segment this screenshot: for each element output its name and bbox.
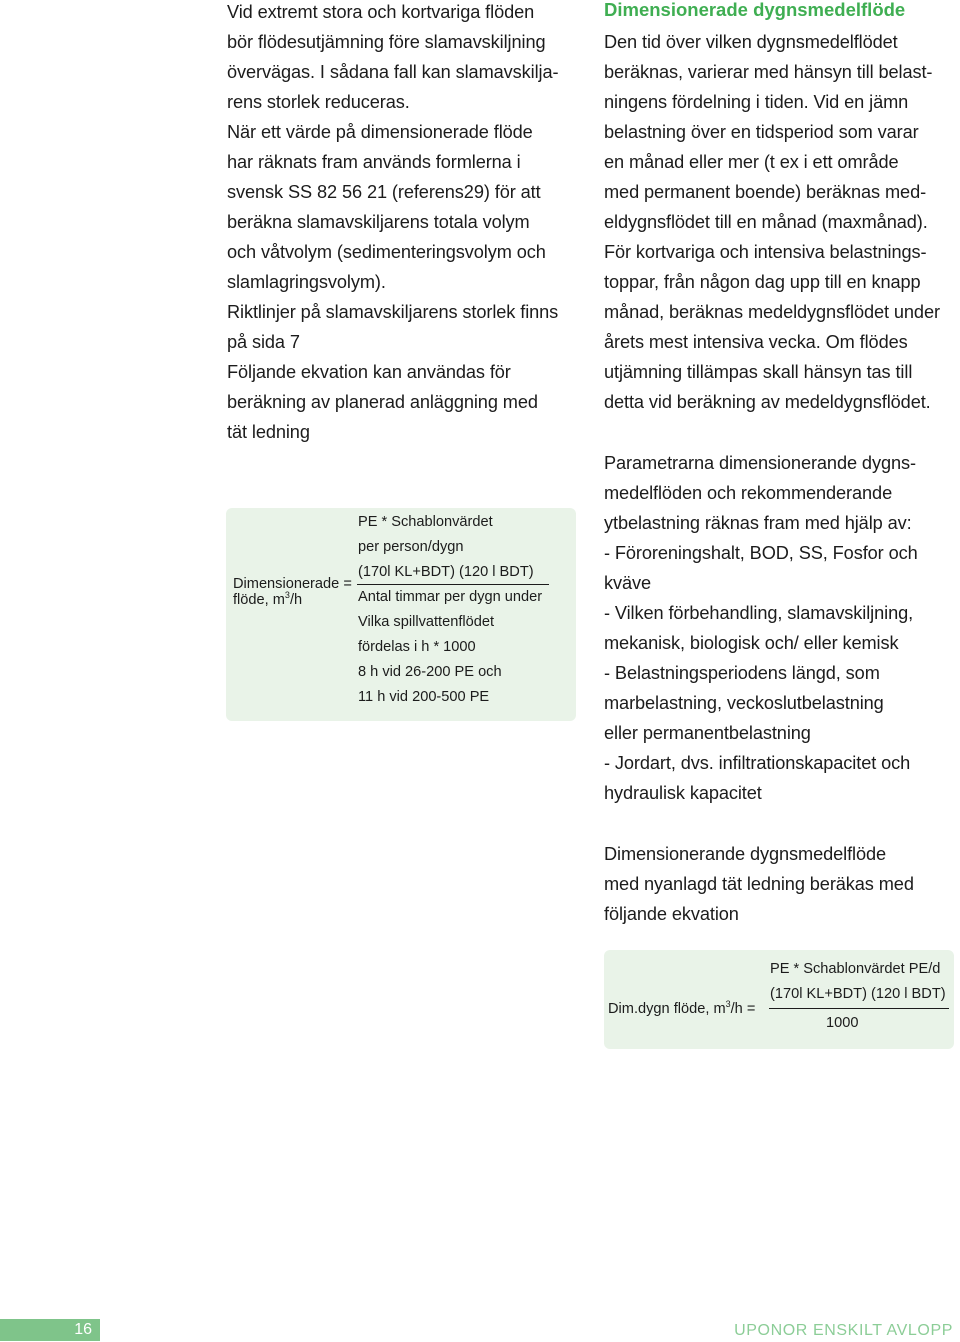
formula-denominator-line: fördelas i h * 1000 <box>358 639 476 655</box>
formula-denominator-line: Antal timmar per dygn under <box>358 589 543 605</box>
formula-denominator-line: 1000 <box>826 1015 859 1031</box>
paragraph-daily-average-flow: Den tid över vilken dygnsmedelflödet beräknas, varierar med hänsyn till belast- ningens fördelning i tiden. Vid en jämn belastning över en tidsperiod som varar en månad eller mer (t ex i ett område med permanent boende) beräknas med- eldygnsflödet till en månad (maxmånad). För kortvariga och intensiva belastnings- toppar, från någon dag upp till en knapp månad, beräknas medeldygnsflödet under årets mest intensiva vecka. Om flödes utjämning tillämpas skall hänsyn tas till detta vid beräkning av medeldygnsflödet. <box>604 32 940 412</box>
paragraph-volume-formulas: När ett värde på dimensionerade flöde har räknats fram används formlerna i svensk SS 82 56 21 (referens29) för att beräkna slamavskiljarens totala volym och våtvolym (sedimenteringsvolym och slamlagringsvolym). <box>227 122 546 292</box>
formula-box-dimensioned-flow <box>226 508 576 721</box>
page-number-bar <box>0 1319 100 1341</box>
paragraph-equation-intro: Följande ekvation kan användas för beräkning av planerad anläggning med tät ledning <box>227 362 538 442</box>
paragraph-flow-equalization: Vid extremt stora och kortvariga flöden bör flödesutjämning före slamavskiljning övervägas. I sådana fall kan slamavskilja- rens storlek reduceras. <box>227 2 559 112</box>
footer-brand: UPONOR ENSKILT AVLOPP <box>734 1322 953 1339</box>
formula-denominator-line: 8 h vid 26-200 PE och <box>358 664 502 680</box>
formula-lhs-line2: flöde, $m^3/h$ <box>233 590 303 608</box>
section-heading: Dimensionerade dygnsmedelflöde <box>604 0 906 20</box>
page-number: 16 <box>74 1321 92 1338</box>
formula-numerator-line: PE * Schablonvärdet PE/d <box>770 961 941 977</box>
paragraph-parameters-list: Parametrarna dimensionerande dygns- medelflöden och rekommenderande ytbelastning räknas fram med hjälp av: - Föroreningshalt, BOD, SS, Fosfor och kväve - Vilken förbehandling, slamavskiljning, mekanisk, biologisk och/ eller kemisk - Belastningsperiodens längd, som marbelastning, veckoslutbelastning eller permanentbelastning - Jordart, dvs. infiltrationskapacitet och hydraulisk kapacitet <box>604 453 918 803</box>
formula-numerator-line: (170l KL+BDT) (120 l BDT) <box>770 986 946 1002</box>
formula-numerator-line: (170l KL+BDT) (120 l BDT) <box>358 564 534 580</box>
formula-lhs: Dim.dygn flöde, $m^3/h$ = <box>608 999 756 1017</box>
paragraph-size-guidelines: Riktlinjer på slamavskiljarens storlek finns på sida 7 <box>227 302 559 352</box>
paragraph-new-pipe-equation-intro: Dimensionerande dygnsmedelflöde med nyanlagd tät ledning beräkas med följande ekvation <box>604 844 914 924</box>
fraction-bar <box>769 1008 949 1009</box>
formula-lhs-line1: Dimensionerade = <box>233 576 352 592</box>
formula-box-daily-flow <box>604 950 954 1049</box>
formula-numerator-line: per person/dygn <box>358 539 464 555</box>
formula-numerator-line: PE * Schablonvärdet <box>358 514 493 530</box>
formula-denominator-line: Vilka spillvattenflödet <box>358 614 495 630</box>
formula-denominator-line: 11 h vid 200-500 PE <box>358 689 490 705</box>
